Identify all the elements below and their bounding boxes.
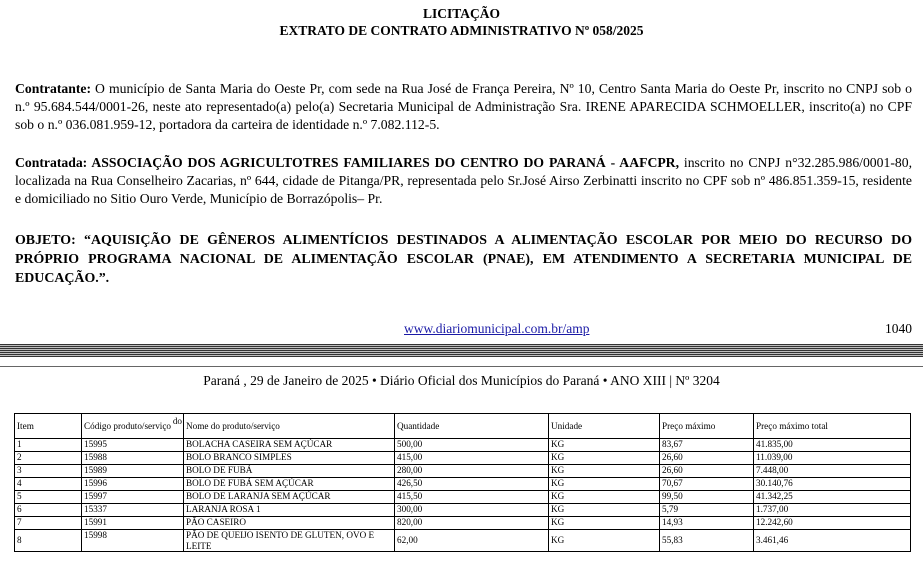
- cell-unidade: KG: [549, 517, 660, 530]
- cell-codigo: 15996: [82, 478, 184, 491]
- cell-unidade: KG: [549, 504, 660, 517]
- table-header-row: [15, 414, 911, 439]
- table-row: [15, 452, 911, 465]
- cell-item: 1: [15, 439, 82, 452]
- cell-preco: 26,60: [660, 465, 754, 478]
- contratante-label: Contratante:: [15, 81, 92, 96]
- cell-nome: BOLACHA CASEIRA SEM AÇÚCAR: [184, 439, 395, 452]
- diario-link[interactable]: www.diariomunicipal.com.br/amp: [404, 321, 590, 336]
- cell-item: 7: [15, 517, 82, 530]
- cell-item: 6: [15, 504, 82, 517]
- cell-unidade: KG: [549, 439, 660, 452]
- header-total: Preço máximo total: [754, 414, 911, 439]
- header-quantidade: Quantidade: [395, 414, 549, 439]
- page-header-dateline: Paraná , 29 de Janeiro de 2025 • Diário Oficial dos Municípios do Paraná • ANO XIII | Nº 3204: [203, 373, 720, 388]
- cell-item: 8: [15, 530, 82, 552]
- cell-item: 4: [15, 478, 82, 491]
- cell-preco: 5,79: [660, 504, 754, 517]
- cell-preco: 26,60: [660, 452, 754, 465]
- cell-nome: BOLO BRANCO SIMPLES: [184, 452, 395, 465]
- table-row: [15, 465, 911, 478]
- header-item: Item: [15, 414, 82, 439]
- cell-nome: PÃO CASEIRO: [184, 517, 395, 530]
- cell-codigo: 15997: [82, 491, 184, 504]
- cell-nome: BOLO DE LARANJA SEM AÇÚCAR: [184, 491, 395, 504]
- cell-codigo: 15337: [82, 504, 184, 517]
- cell-codigo: 15988: [82, 452, 184, 465]
- header-preco: Preço máximo: [660, 414, 754, 439]
- cell-unidade: KG: [549, 452, 660, 465]
- cell-unidade: KG: [549, 465, 660, 478]
- cell-preco: 14,93: [660, 517, 754, 530]
- header-nome: Nome do produto/serviço: [184, 414, 395, 439]
- cell-item: 2: [15, 452, 82, 465]
- cell-unidade: KG: [549, 478, 660, 491]
- cell-codigo: 15995: [82, 439, 184, 452]
- section-title: LICITAÇÃO: [422, 6, 500, 21]
- table-row: [15, 439, 911, 452]
- table-row: [15, 478, 911, 491]
- cell-quantidade: 415,00: [395, 452, 549, 465]
- objeto-paragraph: OBJETO: “AQUISIÇÃO DE GÊNEROS ALIMENTÍCIOS DESTINADOS A ALIMENTAÇÃO ESCOLAR POR MEIO DO RECURSO DO PRÓPRIO PROGRAMA NACIONAL DE ALIMENTAÇÃO ESCOLAR (PNAE), EM ATENDIMENTO A SECRETARIA MUNICIPAL DE EDUCAÇÃO.”.: [15, 233, 912, 286]
- table-row: [15, 491, 911, 504]
- cell-preco: 83,67: [660, 439, 754, 452]
- cell-codigo: 15991: [82, 517, 184, 530]
- header-unidade: Unidade: [549, 414, 660, 439]
- items-table: [14, 413, 911, 552]
- cell-nome: BOLO DE FUBÁ: [184, 465, 395, 478]
- header-codigo: [82, 414, 184, 439]
- cell-total: 41.835,00: [754, 439, 911, 452]
- cell-quantidade: 62,00: [395, 530, 549, 552]
- cell-codigo: 15989: [82, 465, 184, 478]
- cell-quantidade: 820,00: [395, 517, 549, 530]
- table-row: [15, 504, 911, 517]
- contratante-text: O município de Santa Maria do Oeste Pr, com sede na Rua José de França Pereira, Nº 10, Centro Santa Maria do Oeste Pr, inscrito no CNPJ sob o n.º 95.684.544/0001-26, neste ato representado(a) pelo(a) Secretaria Municipal de Administração Sra. IRENE APARECIDA SCHMOELLER, inscrito(a) no CPF sob o n.º 036.081.959-12, portadora da carteira de identidade n.º 7.082.112-5.: [15, 81, 912, 132]
- cell-preco: 70,67: [660, 478, 754, 491]
- cell-quantidade: 500,00: [395, 439, 549, 452]
- cell-nome: LARANJA ROSA 1: [184, 504, 395, 517]
- table-row: [15, 530, 911, 552]
- header-codigo-label: Código produto/serviço: [84, 420, 172, 431]
- cell-nome: PÃO DE QUEIJO ISENTO DE GLUTEN, OVO E LEITE: [184, 530, 395, 552]
- cell-total: 1.737,00: [754, 504, 911, 517]
- cell-item: 3: [15, 465, 82, 478]
- contratada-paragraph: [15, 154, 912, 208]
- table-row: [15, 517, 911, 530]
- cell-total: 7.448,00: [754, 465, 911, 478]
- contratada-name: ASSOCIAÇÃO DOS AGRICULTOTRES FAMILIARES DO CENTRO DO PARANÁ - AAFCPR,: [87, 155, 679, 170]
- header-codigo-do: do: [172, 416, 182, 426]
- cell-preco: 55,83: [660, 530, 754, 552]
- cell-unidade: KG: [549, 530, 660, 552]
- contratada-text: inscrito no CNPJ n°32.285.986/0001-80, localizada na Rua Conselheiro Zacarias, nº 644, cidade de Pitanga/PR, representada pelo Sr.José Airso Zerbinatti inscrito no CPF sob nº 486.851.359-15, residente e domiciliado no Sitio Ouro Verde, Município de Borrazópolis– Pr.: [15, 155, 913, 206]
- cell-quantidade: 415,50: [395, 491, 549, 504]
- cell-quantidade: 280,00: [395, 465, 549, 478]
- cell-nome: BOLO DE FUBÁ SEM AÇÚCAR: [184, 478, 395, 491]
- cell-codigo: 15998: [82, 530, 184, 552]
- cell-total: 12.242,60: [754, 517, 911, 530]
- cell-unidade: KG: [549, 491, 660, 504]
- page-separator: [0, 344, 923, 357]
- cell-quantidade: 426,50: [395, 478, 549, 491]
- cell-item: 5: [15, 491, 82, 504]
- separator-line: [0, 366, 923, 367]
- cell-preco: 99,50: [660, 491, 754, 504]
- cell-total: 3.461,46: [754, 530, 911, 552]
- contratada-label: Contratada:: [15, 155, 88, 170]
- cell-total: 11.039,00: [754, 452, 911, 465]
- cell-quantidade: 300,00: [395, 504, 549, 517]
- page-number: 1040: [885, 321, 912, 336]
- document-title: EXTRATO DE CONTRATO ADMINISTRATIVO Nº 058/2025: [279, 23, 644, 38]
- cell-total: 30.140,76: [754, 478, 911, 491]
- cell-total: 41.342,25: [754, 491, 911, 504]
- contratante-paragraph: [15, 80, 912, 134]
